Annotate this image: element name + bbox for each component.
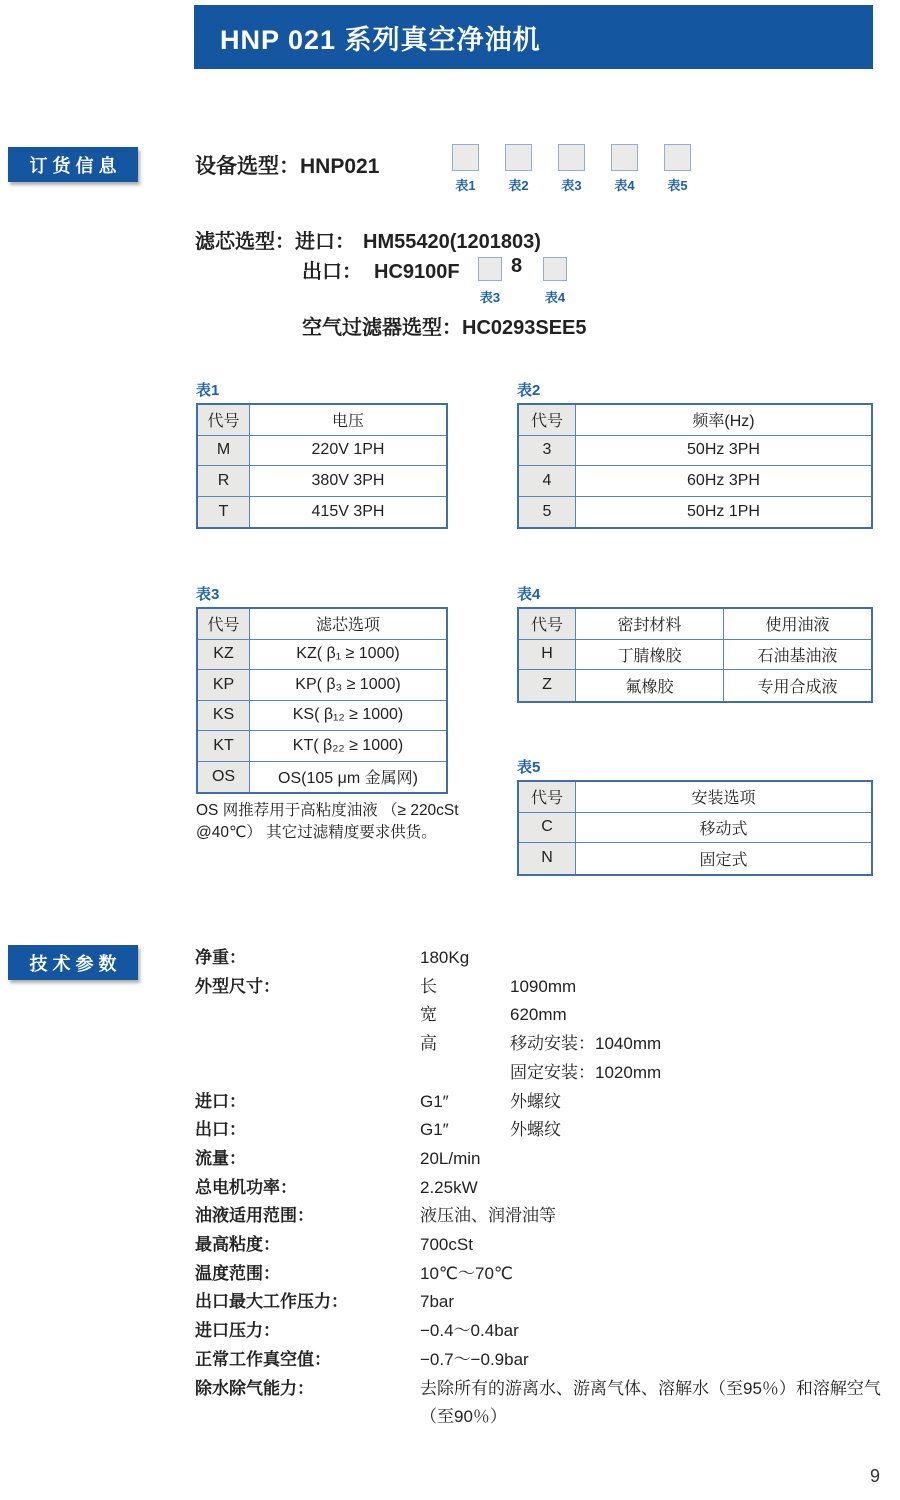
filter-outlet-line	[302, 255, 460, 284]
device-selection-line: 设备选型：HNP021	[195, 155, 380, 178]
spec-value: 去除所有的游离水、游离气体、溶解水（至95％）和溶解空气（至90％）	[420, 1378, 881, 1427]
spec-label: 最高粘度：	[195, 1235, 280, 1255]
table-cell: H	[519, 640, 576, 671]
table-header-cell: 密封材料	[576, 609, 724, 640]
table-2	[517, 379, 873, 529]
table-5	[517, 756, 873, 876]
table-header-cell: 滤芯选项	[250, 609, 446, 640]
table-cell: 固定式	[699, 851, 748, 869]
spec-value: 2.25kW	[420, 1177, 478, 1197]
table-cell: KP( β₃ ≥ 1000)	[250, 670, 446, 701]
box-table-ref-label: 表2	[508, 178, 529, 193]
table-cell: 220V 1PH	[250, 436, 446, 467]
table-cell: OS(105 μm 金属网)	[278, 770, 418, 788]
spec-value: 7bar	[420, 1292, 455, 1312]
table-grid	[196, 403, 448, 529]
spec-row	[195, 973, 895, 1002]
spec-row	[195, 1375, 895, 1432]
spec-label: 除水除气能力：	[195, 1378, 314, 1398]
table-cell: 50Hz 3PH	[576, 436, 871, 467]
spec-value: G1″	[420, 1120, 449, 1140]
table-cell: 专用合成液	[757, 678, 838, 696]
page-header-banner	[194, 5, 873, 69]
spec-label: 外型尺寸：	[195, 976, 280, 996]
outlet-box-ref-2: 表4	[544, 290, 566, 305]
device-box-item	[505, 144, 532, 194]
spec-label: 进口压力：	[195, 1321, 280, 1341]
spec-row	[195, 1174, 895, 1203]
table-header-cell: 电压	[250, 405, 446, 436]
section-label-ordering: 订货信息	[8, 147, 138, 182]
spec-row	[195, 1001, 895, 1030]
spec-row	[195, 1145, 895, 1174]
spec-value: 高	[420, 1034, 437, 1054]
table-grid	[517, 780, 873, 876]
spec-value: 700cSt	[420, 1235, 473, 1255]
outlet-mid-value: 8	[511, 255, 523, 277]
spec-value: 长	[420, 976, 437, 996]
spec-label	[195, 1059, 420, 1088]
table-cell: C	[519, 813, 576, 844]
spec-row	[195, 1030, 895, 1059]
spec-value-2: 1090mm	[510, 976, 577, 996]
spec-value-2: 固定安装：1020mm	[510, 1062, 662, 1082]
spec-value-2	[510, 1145, 895, 1174]
table-label: 表2	[517, 382, 541, 399]
spec-value-2	[510, 944, 895, 973]
spec-value-2: 移动安装：1040mm	[510, 1034, 662, 1054]
spec-row	[195, 1346, 895, 1375]
table-3	[196, 583, 460, 843]
spec-label: 进口：	[195, 1091, 246, 1111]
spec-value-2	[510, 1346, 895, 1375]
table-cell: 3	[519, 436, 576, 467]
table-label: 表4	[517, 586, 541, 603]
spec-row	[195, 1202, 895, 1231]
table-cell: 415V 3PH	[311, 502, 385, 520]
selection-box	[452, 144, 479, 171]
spec-row	[195, 944, 895, 973]
filter-inlet-value: HM55420(1201803)	[363, 231, 541, 253]
spec-label: 净重：	[195, 948, 246, 967]
table-cell: KS( β₁₂ ≥ 1000)	[250, 701, 446, 732]
device-box-item	[452, 144, 479, 194]
page-number: 9	[870, 1466, 881, 1486]
spec-label: 出口：	[195, 1120, 246, 1140]
spec-value-2: 外螺纹	[510, 1120, 561, 1140]
table-cell: 50Hz 1PH	[687, 502, 760, 520]
filter-outlet-label: 出口：	[302, 261, 362, 283]
table-header-cell: 安装选项	[576, 782, 871, 813]
spec-row	[195, 1088, 895, 1117]
selection-box	[505, 144, 532, 171]
spec-value-2	[885, 1375, 895, 1432]
spec-value: −0.4～0.4bar	[420, 1321, 519, 1341]
filter-inlet-label: 滤芯选型：进口：	[195, 231, 355, 253]
page-title: HNP 021 系列真空净油机	[220, 24, 541, 55]
table-grid	[517, 607, 873, 703]
table-header-cell: 频率(Hz)	[576, 405, 871, 436]
filter-outlet-value: HC9100F	[374, 261, 460, 283]
table-note: OS 网推荐用于高粘度油液 （≥ 220cSt @40℃） 其它过滤精度要求供货。	[196, 802, 459, 841]
box-table-ref-label: 表3	[561, 178, 582, 193]
device-box-item	[558, 144, 585, 194]
table-cell: KT( β₂₂ ≥ 1000)	[250, 731, 446, 762]
table-cell: 移动式	[576, 813, 871, 844]
spec-value: 20L/min	[420, 1148, 481, 1168]
spec-label: 出口最大工作压力：	[195, 1292, 348, 1312]
table-cell: M	[198, 436, 250, 467]
spec-value-2: 外螺纹	[510, 1091, 561, 1111]
spec-row	[195, 1059, 895, 1088]
spec-value-2	[510, 1174, 895, 1203]
table-cell: OS	[198, 762, 250, 793]
table-cell: 丁腈橡胶	[576, 640, 724, 671]
air-filter-line: 空气过滤器选型：HC0293SEE5	[302, 317, 587, 339]
table-cell: 氟橡胶	[576, 670, 724, 701]
spec-label: 正常工作真空值：	[195, 1349, 331, 1369]
device-box-item	[611, 144, 638, 194]
spec-label: 温度范围：	[195, 1263, 280, 1283]
spec-value: 宽	[420, 1005, 437, 1025]
spec-value-2	[510, 1288, 895, 1317]
table-cell: N	[519, 843, 576, 874]
table-4	[517, 583, 873, 703]
spec-row	[195, 1260, 895, 1289]
spec-value: G1″	[420, 1091, 449, 1111]
box-table-ref-label: 表5	[667, 178, 688, 193]
spec-value-2: 620mm	[510, 1005, 567, 1025]
table-cell: R	[198, 466, 250, 497]
section-label-specs: 技术参数	[8, 945, 138, 980]
spec-value-2	[510, 1317, 895, 1346]
spec-value: 10℃～70℃	[420, 1263, 514, 1283]
table-cell: T	[198, 497, 250, 528]
table-cell: KZ	[198, 640, 250, 671]
box-table-ref-label: 表4	[614, 178, 635, 193]
outlet-selection-box-1	[478, 257, 502, 281]
spec-label	[195, 1030, 420, 1059]
outlet-selection-box-2	[543, 257, 567, 281]
spec-label	[195, 1001, 420, 1030]
table-cell: Z	[519, 670, 576, 701]
spec-value-2	[510, 1231, 895, 1260]
spec-value-2	[510, 1202, 895, 1231]
spec-value: 液压油、润滑油等	[420, 1206, 556, 1226]
specs-rows	[195, 944, 895, 1432]
table-header-cell: 代号	[198, 405, 250, 436]
box-table-ref-label: 表1	[455, 178, 476, 193]
spec-value: 180Kg	[420, 948, 470, 967]
table-cell: KT	[198, 731, 250, 762]
spec-row	[195, 1288, 895, 1317]
table-cell: KS	[198, 701, 250, 732]
table-label: 表5	[517, 759, 541, 776]
table-label: 表1	[196, 382, 220, 399]
device-box-item	[664, 144, 691, 194]
spec-row	[195, 1231, 895, 1260]
spec-value: −0.7～−0.9bar	[420, 1349, 529, 1369]
table-grid	[196, 607, 448, 794]
selection-box	[664, 144, 691, 171]
selection-box	[558, 144, 585, 171]
table-cell: 5	[519, 497, 576, 528]
spec-value	[420, 1059, 510, 1088]
table-cell: 60Hz 3PH	[576, 466, 871, 497]
selection-box	[611, 144, 638, 171]
table-header-cell: 使用油液	[724, 609, 871, 640]
outlet-box-ref-1: 表3	[479, 290, 501, 305]
table-cell: 4	[519, 466, 576, 497]
table-cell: KZ( β₁ ≥ 1000)	[250, 640, 446, 671]
filter-inlet-line	[195, 225, 541, 254]
spec-label: 油液适用范围：	[195, 1206, 314, 1226]
table-header-cell: 代号	[519, 609, 576, 640]
table-cell: 380V 3PH	[250, 466, 446, 497]
table-grid	[517, 403, 873, 529]
spec-row	[195, 1116, 895, 1145]
table-header-cell: 代号	[519, 405, 576, 436]
table-header-cell: 代号	[198, 609, 250, 640]
table-cell: 石油基油液	[724, 640, 871, 671]
spec-row	[195, 1317, 895, 1346]
table-cell: KP	[198, 670, 250, 701]
spec-label: 流量：	[195, 1148, 246, 1168]
spec-label: 总电机功率：	[195, 1177, 297, 1197]
device-box-row	[452, 144, 691, 194]
spec-value-2	[510, 1260, 895, 1289]
table-label: 表3	[196, 586, 220, 603]
table-1	[196, 379, 448, 529]
table-header-cell: 代号	[519, 782, 576, 813]
